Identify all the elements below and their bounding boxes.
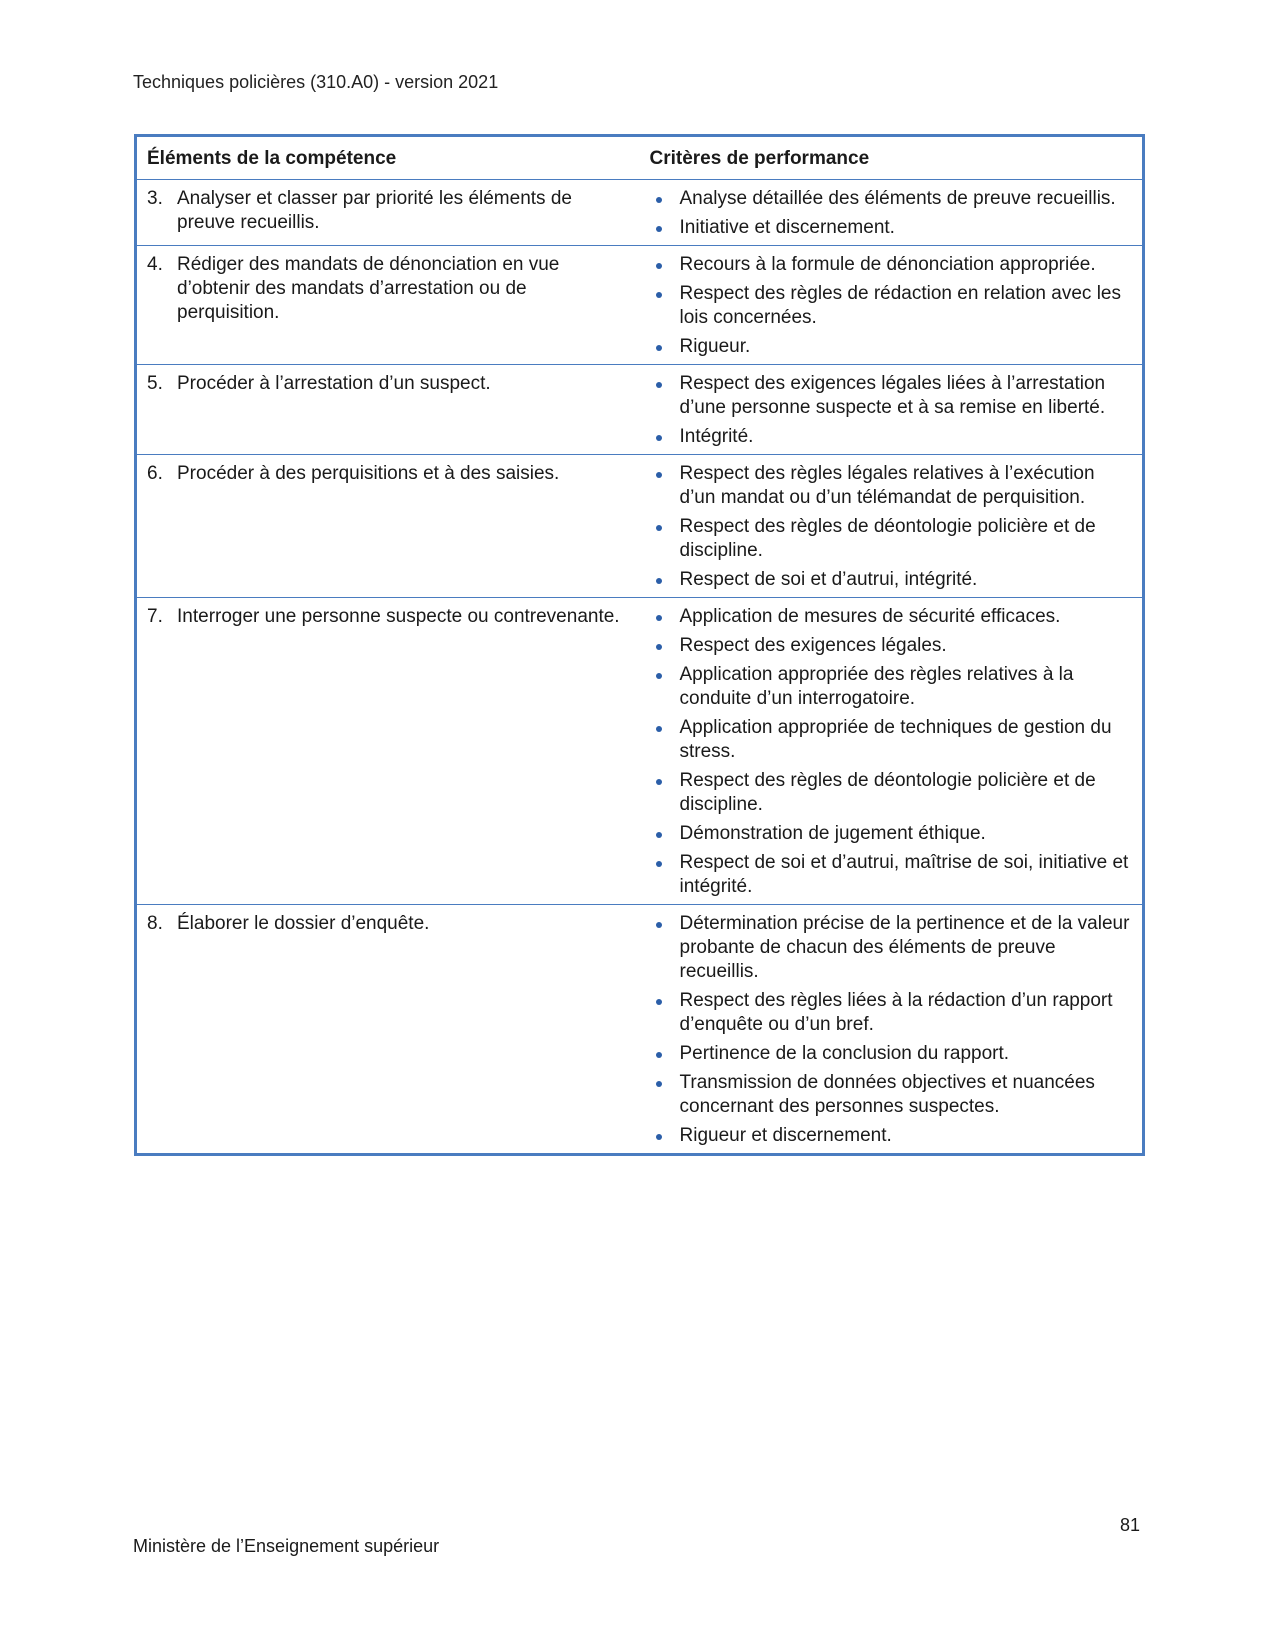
element-text: Élaborer le dossier d’enquête. (177, 913, 430, 934)
bullet-icon (650, 335, 680, 359)
element-number: 6. (147, 463, 163, 484)
criterion-text: Application appropriée de techniques de gestion du stress. (679, 717, 1112, 762)
criterion-item (650, 605, 1133, 629)
bullet-icon (650, 989, 680, 1037)
criteria-list (650, 372, 1133, 449)
criterion-item (650, 335, 1133, 359)
competence-table (134, 134, 1145, 1156)
bullet-icon (650, 282, 680, 330)
criterion-item (650, 989, 1133, 1037)
element-text: Procéder à des perquisitions et à des saisies. (177, 463, 560, 484)
criteria-cell (640, 598, 1144, 905)
competence-element (147, 912, 630, 936)
table-row (136, 180, 1144, 246)
table-row (136, 365, 1144, 455)
bullet-icon (650, 769, 680, 817)
criteria-cell (640, 246, 1144, 365)
criterion-text: Intégrité. (679, 426, 754, 447)
criterion-item (650, 1071, 1133, 1119)
bullet-icon (650, 568, 680, 592)
competence-element (147, 462, 630, 486)
criterion-text: Initiative et discernement. (679, 217, 895, 238)
element-cell (136, 246, 640, 365)
criterion-text: Analyse détaillée des éléments de preuve recueillis. (679, 188, 1116, 209)
criterion-item (650, 216, 1133, 240)
table-row (136, 246, 1144, 365)
element-cell (136, 598, 640, 905)
criterion-text: Application de mesures de sécurité efficaces. (679, 606, 1061, 627)
bullet-icon (650, 253, 680, 277)
criterion-text: Application appropriée des règles relatives à la conduite d’un interrogatoire. (679, 664, 1074, 709)
col-heading-elements: Éléments de la compétence (136, 136, 640, 180)
criteria-list (650, 462, 1133, 592)
criteria-cell (640, 180, 1144, 246)
criterion-item (650, 187, 1133, 211)
table-row (136, 905, 1144, 1155)
competence-element (147, 605, 630, 629)
bullet-icon (650, 1124, 680, 1148)
criterion-item (650, 663, 1133, 711)
element-text: Rédiger des mandats de dénonciation en vue d’obtenir des mandats d’arrestation ou de perquisition. (177, 254, 560, 323)
criterion-text: Pertinence de la conclusion du rapport. (679, 1043, 1010, 1064)
criterion-item (650, 912, 1133, 984)
element-cell (136, 365, 640, 455)
criterion-text: Rigueur et discernement. (679, 1125, 892, 1146)
criteria-cell (640, 905, 1144, 1155)
competence-element (147, 187, 630, 235)
criterion-text: Transmission de données objectives et nuancées concernant des personnes suspectes. (679, 1072, 1095, 1117)
bullet-icon (650, 605, 680, 629)
bullet-icon (650, 216, 680, 240)
criterion-text: Démonstration de jugement éthique. (679, 823, 986, 844)
criterion-item (650, 851, 1133, 899)
competence-element (147, 372, 630, 396)
bullet-icon (650, 372, 680, 420)
bullet-icon (650, 462, 680, 510)
bullet-icon (650, 1042, 680, 1066)
criterion-item (650, 1042, 1133, 1066)
criteria-list (650, 605, 1133, 899)
criterion-text: Respect des exigences légales. (679, 635, 947, 656)
element-cell (136, 905, 640, 1155)
criterion-item (650, 515, 1133, 563)
bullet-icon (650, 716, 680, 764)
criterion-item (650, 253, 1133, 277)
element-number: 4. (147, 254, 163, 275)
criteria-cell (640, 455, 1144, 598)
bullet-icon (650, 515, 680, 563)
criterion-item (650, 282, 1133, 330)
competence-element (147, 253, 630, 325)
element-number: 7. (147, 606, 163, 627)
bullet-icon (650, 822, 680, 846)
criteria-list (650, 187, 1133, 240)
criterion-item (650, 634, 1133, 658)
bullet-icon (650, 1071, 680, 1119)
criterion-text: Respect des règles de déontologie policière et de discipline. (679, 516, 1096, 561)
criterion-item (650, 372, 1133, 420)
criterion-text: Respect de soi et d’autrui, intégrité. (679, 569, 978, 590)
criterion-text: Rigueur. (679, 336, 751, 357)
element-number: 3. (147, 188, 163, 209)
criteria-list (650, 912, 1133, 1148)
element-number: 5. (147, 373, 163, 394)
table-body (136, 180, 1144, 1155)
criterion-text: Recours à la formule de dénonciation appropriée. (679, 254, 1096, 275)
criterion-text: Respect des exigences légales liées à l’arrestation d’une personne suspecte et à sa remise en liberté. (679, 373, 1106, 418)
table-header-row (136, 136, 1144, 180)
criterion-item (650, 462, 1133, 510)
element-text: Analyser et classer par priorité les éléments de preuve recueillis. (177, 188, 572, 233)
table-row (136, 598, 1144, 905)
criterion-text: Respect des règles de déontologie policière et de discipline. (679, 770, 1096, 815)
bullet-icon (650, 634, 680, 658)
criterion-item (650, 425, 1133, 449)
criteria-cell (640, 365, 1144, 455)
table-row (136, 455, 1144, 598)
element-number: 8. (147, 913, 163, 934)
page-number: 81 (1120, 1515, 1141, 1535)
bullet-icon (650, 187, 680, 211)
criterion-text: Respect des règles liées à la rédaction d’un rapport d’enquête ou d’un bref. (679, 990, 1113, 1035)
criterion-text: Respect de soi et d’autrui, maîtrise de soi, initiative et intégrité. (679, 852, 1129, 897)
criterion-item (650, 822, 1133, 846)
criterion-item (650, 1124, 1133, 1148)
running-footer: Ministère de l’Enseignement supérieur (133, 1536, 440, 1556)
bullet-icon (650, 663, 680, 711)
element-text: Procéder à l’arrestation d’un suspect. (177, 373, 491, 394)
criterion-text: Détermination précise de la pertinence et de la valeur probante de chacun des éléments de preuve recueillis. (679, 913, 1130, 982)
running-header: Techniques policières (310.A0) - version 2021 (133, 72, 499, 92)
element-cell (136, 455, 640, 598)
bullet-icon (650, 912, 680, 984)
bullet-icon (650, 425, 680, 449)
criteria-list (650, 253, 1133, 359)
element-text: Interroger une personne suspecte ou contrevenante. (177, 606, 620, 627)
element-cell (136, 180, 640, 246)
criterion-text: Respect des règles de rédaction en relation avec les lois concernées. (679, 283, 1121, 328)
col-heading-criteria: Critères de performance (640, 136, 1144, 180)
criterion-text: Respect des règles légales relatives à l’exécution d’un mandat ou d’un télémandat de perquisition. (679, 463, 1095, 508)
criterion-item (650, 769, 1133, 817)
criterion-item (650, 568, 1133, 592)
criterion-item (650, 716, 1133, 764)
bullet-icon (650, 851, 680, 899)
